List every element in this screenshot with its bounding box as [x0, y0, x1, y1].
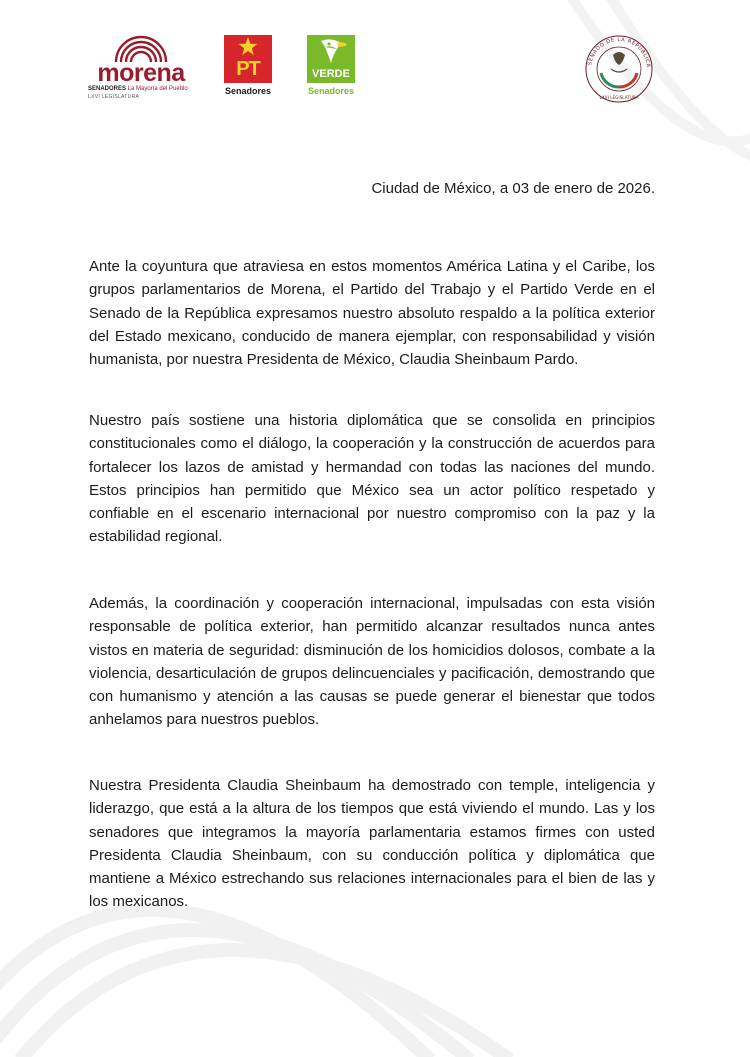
morena-senadores-line	[88, 86, 196, 93]
verde-wordmark: VERDE	[312, 68, 350, 80]
morena-tagline: La Mayoría del Pueblo	[127, 86, 188, 92]
pt-logo-box	[224, 35, 272, 83]
pt-logo	[222, 35, 274, 101]
toucan-icon	[307, 35, 355, 69]
paragraph-2: Nuestro país sostiene una historia diplomática que se consolida en principios constitucionales como el diálogo, la cooperación y la construcción de acuerdos para fortalecer los lazos de amistad y hermandad con todas las naciones del mundo. Estos principios han permitido que México sea un actor político respetado y confiable en el escenario internacional por nuestro compromiso con la paz y la estabilidad regional.	[89, 412, 655, 546]
pt-senadores-label: Senadores	[224, 86, 272, 96]
paragraph-4: Nuestra Presidenta Claudia Sheinbaum ha demostrado con temple, inteligencia y liderazgo, que está a la altura de los tiempos que está viviendo el mundo. Las y los senadores que integramos la mayoría parlamentaria estamos firmes con usted Presidenta Claudia Sheinbaum, con su conducción política y diplomática que mantiene a México estrechando sus relaciones internacionales para el bien de las y los mexicanos.	[89, 777, 655, 911]
paragraph-1: Ante la coyuntura que atraviesa en estos momentos América Latina y el Caribe, los grupos parlamentarios de Morena, el Partido del Trabajo y el Partido Verde en el Senado de la República expresamos nuestro absoluto respaldo a la política exterior del Estado mexicano, conducido de manera ejemplar, con responsabilidad y visión humanista, por nuestra Presidenta de México, Claudia Sheinbaum Pardo.	[89, 258, 655, 369]
verde-logo-box	[307, 35, 355, 83]
morena-senadores-label: SENADORES	[88, 86, 127, 92]
morena-logo	[86, 34, 196, 100]
morena-legislature: LXVI LEGISLATURA	[88, 94, 140, 100]
date-line: Ciudad de México, a 03 de enero de 2026.	[371, 180, 655, 197]
senado-seal-icon	[583, 33, 655, 105]
verde-senadores-label: Senadores	[307, 86, 355, 96]
paragraph-3: Además, la coordinación y cooperación internacional, impulsadas con esta visión responsable de política exterior, han permitido alcanzar resultados nunca antes vistos en materia de seguridad: disminución de los homicidios dolosos, combate a la violencia, desarticulación de grupos delincuenciales y pacificación, demostrando que con humanismo y atención a las causas se puede generar el bienestar que todos anhelamos para nuestros pueblos.	[89, 595, 655, 729]
morena-wordmark: morena	[97, 59, 185, 87]
senado-seal-legislature: LXVI LEGISLATURA	[599, 95, 639, 100]
star-icon	[238, 37, 258, 56]
pt-wordmark: PT	[236, 58, 260, 80]
senado-seal-ring-text: SENADO DE LA REPÚBLICA	[587, 36, 652, 69]
verde-logo	[305, 35, 357, 101]
